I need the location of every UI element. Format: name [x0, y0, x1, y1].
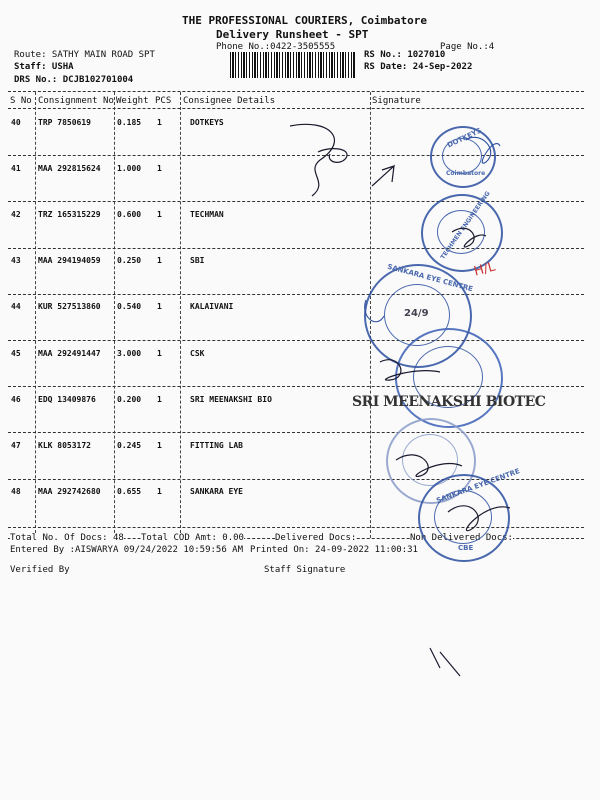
sankara-eye-stamp-2: SANKARA EYE CENTRE CBE: [418, 474, 510, 562]
total-cod: Total COD Amt: 0.00: [141, 533, 244, 543]
row-sno: 42: [11, 210, 21, 219]
delivered-docs: Delivered Docs:: [275, 533, 357, 543]
row-weight: 0.540: [117, 302, 142, 311]
entered-by: Entered By :AISWARYA 09/24/2022 10:59:56 AM: [10, 545, 243, 555]
row-pcs: 1: [157, 164, 162, 173]
col-sno: S No: [10, 96, 32, 106]
row-sno: 44: [11, 302, 21, 311]
document-title: Delivery Runsheet - SPT: [216, 28, 369, 41]
row-pcs: 1: [157, 256, 162, 265]
row-weight: 3.000: [117, 349, 142, 358]
row-consignment: MAA 294194059: [38, 256, 101, 265]
row-consignee: KALAIVANI: [190, 302, 234, 311]
col-consignee: Consignee Details: [183, 96, 276, 106]
row-pcs: 1: [157, 210, 162, 219]
row-pcs: 1: [157, 349, 162, 358]
row-consignee: CSK: [190, 349, 205, 358]
row-pcs: 1: [157, 487, 162, 496]
row-weight: 0.655: [117, 487, 142, 496]
page-number: Page No.:4: [440, 42, 495, 52]
non-delivered-docs: Non Delivered Docs:: [410, 533, 513, 543]
row-pcs: 1: [157, 302, 162, 311]
row-consignment: MAA 292491447: [38, 349, 101, 358]
verified-by: Verified By: [10, 565, 70, 575]
row-consignee: FITTING LAB: [190, 441, 243, 450]
biotec-stamp: SRI MEENAKSHI BIOTEC: [352, 394, 546, 410]
row-consignee: SBI: [190, 256, 205, 265]
row-consignee: SRI MEENAKSHI BIO: [190, 395, 272, 404]
row-pcs: 1: [157, 395, 162, 404]
row-weight: 0.200: [117, 395, 142, 404]
drs-number: DRS No.: DCJB102701004: [14, 75, 134, 85]
row-consignment: KUR 527513860: [38, 302, 101, 311]
row-sno: 41: [11, 164, 21, 173]
row-weight: 0.245: [117, 441, 142, 450]
col-signature: Signature: [372, 96, 421, 106]
row-consignee: SANKARA EYE: [190, 487, 243, 496]
row-consignment: MAA 292742680: [38, 487, 101, 496]
printed-on: Printed On: 24-09-2022 11:00:31: [250, 545, 418, 555]
row-weight: 0.600: [117, 210, 142, 219]
row-sno: 40: [11, 118, 21, 127]
handwritten-note: H/L: [472, 259, 497, 280]
row-sno: 46: [11, 395, 21, 404]
dotkeys-stamp: DOTKEYS Coimbatore: [430, 126, 496, 188]
rs-number: RS No.: 1027010: [364, 50, 446, 60]
row-consignment: TRZ 165315229: [38, 210, 101, 219]
sankara-eye-stamp: SANKARA EYE CENTRE 24/9: [364, 264, 472, 368]
techmen-stamp: TECHMEN ENGINEERING: [421, 194, 503, 272]
col-consignment: Consignment No: [38, 96, 114, 106]
col-weight: Weight: [116, 96, 149, 106]
row-weight: 0.185: [117, 118, 142, 127]
row-pcs: 1: [157, 118, 162, 127]
row-consignment: KLK 8053172: [38, 441, 91, 450]
row-sno: 47: [11, 441, 21, 450]
row-consignee: DOTKEYS: [190, 118, 224, 127]
row-consignment: TRP 7850619: [38, 118, 91, 127]
rs-date: RS Date: 24-Sep-2022: [364, 62, 473, 72]
row-weight: 0.250: [117, 256, 142, 265]
col-pcs: PCS: [155, 96, 172, 106]
staff-signature: Staff Signature: [264, 565, 346, 575]
row-consignment: MAA 292815624: [38, 164, 101, 173]
row-weight: 1.000: [117, 164, 142, 173]
company-name: THE PROFESSIONAL COURIERS, Coimbatore: [182, 14, 428, 27]
row-sno: 48: [11, 487, 21, 496]
row-sno: 45: [11, 349, 21, 358]
row-pcs: 1: [157, 441, 162, 450]
row-consignee: TECHMAN: [190, 210, 224, 219]
total-docs: Total No. Of Docs: 48: [10, 533, 124, 543]
row-sno: 43: [11, 256, 21, 265]
route: Route: SATHY MAIN ROAD SPT: [14, 50, 155, 60]
row-consignment: EDQ 13409876: [38, 395, 96, 404]
phone-number: Phone No.:0422-3505555: [216, 42, 336, 52]
staff: Staff: USHA: [14, 62, 74, 72]
